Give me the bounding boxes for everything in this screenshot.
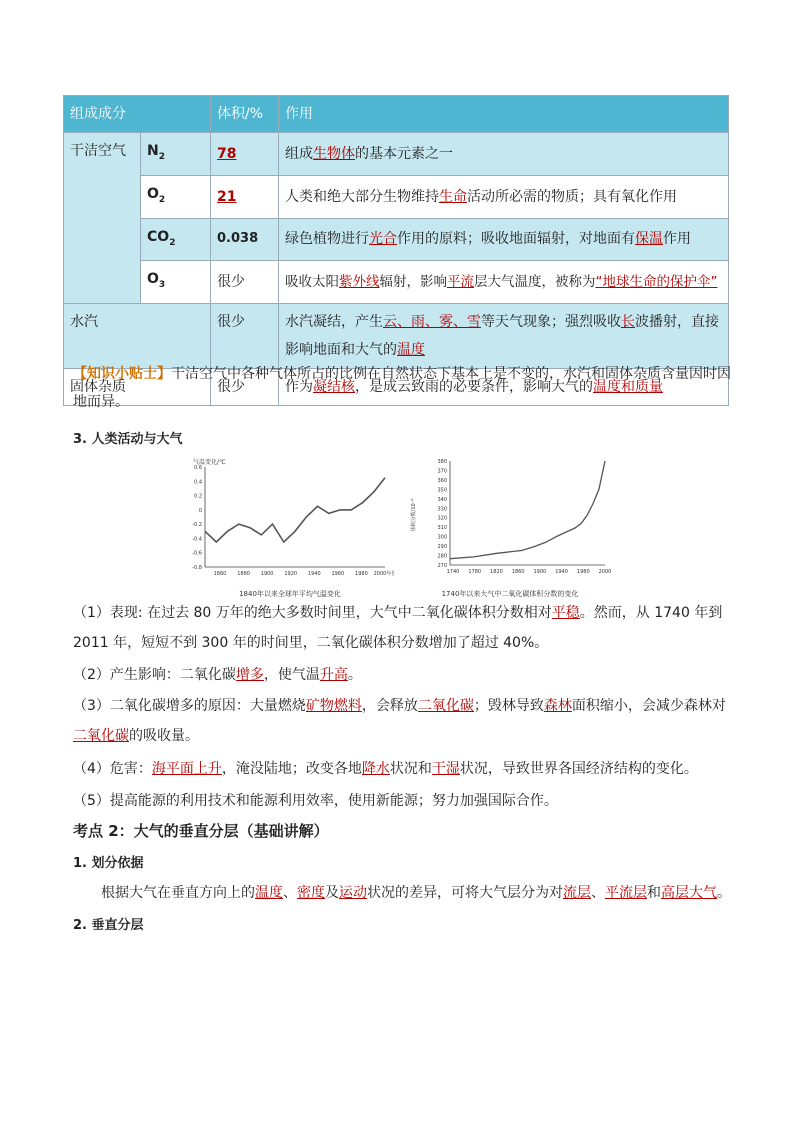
table-row: [64, 218, 729, 261]
x-tick-label: 1740: [446, 569, 460, 575]
y-tick-label: 330: [437, 506, 447, 513]
tip-text: 干洁空气中各种气体所占的比例在自然状态下基本上是不变的，水汽和固体杂质含量因时因地而异。: [73, 366, 731, 410]
table-row: [64, 175, 729, 218]
x-tick-label: 1780: [468, 569, 482, 575]
y-tick-label: 320: [437, 515, 447, 522]
function-text: 水汽凝结，产生云、雨、雾、雪等天气现象；强烈吸收长波播射，直接影响地面和大气的温度: [279, 304, 729, 369]
series-line: [450, 461, 605, 559]
group-solid-impurities: 固体杂质: [64, 369, 211, 406]
volume-value: 很少: [211, 261, 279, 304]
y-tick-label: -0.4: [192, 536, 202, 543]
gas-label: $O_3$: [141, 261, 211, 304]
y-tick-label: 310: [437, 525, 447, 532]
x-tick-label: 1960: [331, 571, 345, 577]
function-text: 绿色植物进行光合作用的原料；吸收地面辐射，对地面有保温作用: [279, 218, 729, 261]
chart-caption: 1740年以来大气中二氧化碳体积分数的变化: [441, 590, 579, 598]
y-tick-label: 0: [198, 507, 202, 514]
y-tick-label: -0.6: [192, 550, 202, 557]
x-tick-label: 1900: [260, 571, 274, 577]
y-tick-label: -0.2: [192, 522, 202, 529]
x-tick-label: 1860: [213, 571, 227, 577]
header-volume: 体积/%: [211, 96, 279, 133]
y-tick-label: 270: [437, 563, 447, 569]
temperature-chart: [185, 455, 395, 585]
y-tick-label: -0.8: [192, 565, 202, 571]
gas-label: $CO_2$: [141, 218, 211, 261]
header-function: 作用: [279, 96, 729, 133]
table-row: [64, 133, 729, 176]
y-tick-label: 380: [437, 459, 447, 465]
kaodian-2-title: 考点 2：大气的垂直分层（基础讲解）: [73, 822, 329, 840]
volume-value: 0.038: [211, 218, 279, 261]
y-tick-label: 0.4: [194, 479, 202, 486]
function-text: 作为凝结核，是成云致雨的必要条件，影响大气的温度和质量: [279, 369, 729, 406]
y-tick-label: 280: [437, 553, 447, 560]
y-tick-label: 350: [437, 487, 447, 494]
group-dry-air: 干洁空气: [64, 133, 141, 304]
x-tick-label: 1980: [576, 569, 590, 575]
function-text: 组成生物体的基本元素之一: [279, 133, 729, 176]
header-component: 组成成分: [64, 96, 211, 133]
y-tick-label: 360: [437, 477, 447, 484]
co2-chart-figure: [405, 455, 615, 599]
section-basis-title: 1. 划分依据: [73, 856, 144, 871]
y-tick-label: 370: [437, 468, 447, 475]
paragraph-causes: （3）二氧化碳增多的原因：大量燃烧矿物燃料，会释放二氧化碳；毁林导致森林面积缩小，会减少森林对二氧化碳的吸收量。: [73, 698, 726, 744]
section-layers-title: 2. 垂直分层: [73, 918, 144, 933]
x-tick-label: 1900: [533, 569, 547, 575]
y-tick-label: 290: [437, 544, 447, 551]
y-axis-label: 体积分数/10⁻⁶: [411, 498, 417, 532]
volume-value: 很少: [211, 369, 279, 406]
x-tick-label: 2000: [598, 569, 612, 575]
chart-caption: 1840年以来全球年平均气温变化: [239, 590, 341, 598]
y-tick-label: 340: [437, 496, 447, 503]
tip-tag: 【知识小贴士】: [73, 366, 171, 382]
paragraph-impact: （2）产生影响：二氧化碳增多，使气温升高。: [73, 667, 362, 683]
section-human-activity-title: 3. 人类活动与大气: [73, 432, 183, 447]
temperature-chart-figure: [185, 455, 395, 599]
x-tick-label: 1880: [237, 571, 250, 577]
volume-value: 很少: [211, 304, 279, 369]
group-water-vapor: 水汽: [64, 304, 211, 369]
paragraph-performance: （1）表现: 在过去 80 万年的绝大多数时间里，大气中二氧化碳体积分数相对平稳。然而，从 1740 年到 2011 年，短短不到 300 年的时间里，二氧化碳体积分数增加了超过 40%。: [73, 605, 723, 651]
series-line: [205, 478, 385, 542]
x-tick-label: 1940: [555, 569, 568, 575]
paragraph-hazards: （4）危害：海平面上升，淹没陆地；改变各地降水状况和干湿状况，导致世界各国经济结构的变化。: [73, 761, 698, 777]
knowledge-tip: [73, 360, 733, 416]
function-text: 人类和绝大部分生物维持生命活动所必需的物质；具有氧化作用: [279, 175, 729, 218]
y-axis-label: 气温变化/℃: [193, 459, 226, 466]
x-tick-label: 2000年份: [373, 571, 395, 577]
paragraph-basis: 根据大气在垂直方向上的温度、密度及运动状况的差异，可将大气层分为对流层、平流层和高层大气。: [101, 885, 731, 901]
x-tick-label: 1980: [355, 571, 368, 577]
x-tick-label: 1920: [284, 571, 298, 577]
gas-label: $O_2$: [141, 175, 211, 218]
co2-chart: [405, 455, 615, 585]
gas-label: $N_2$: [141, 133, 211, 176]
x-tick-label: 1860: [511, 569, 525, 575]
function-text: 吸收太阳紫外线辐射，影响平流层大气温度，被称为“地球生命的保护伞”: [279, 261, 729, 304]
table-row: [64, 261, 729, 304]
table-header-row: [64, 96, 729, 133]
volume-value: 21: [211, 175, 279, 218]
y-tick-label: 0.6: [194, 465, 202, 471]
x-tick-label: 1940: [307, 571, 321, 577]
volume-value: 78: [211, 133, 279, 176]
y-tick-label: 300: [437, 534, 447, 541]
paragraph-measures: （5）提高能源的利用技术和能源利用效率，使用新能源；努力加强国际合作。: [73, 793, 558, 809]
table-row: [64, 304, 729, 369]
y-tick-label: 0.2: [194, 493, 202, 500]
x-tick-label: 1820: [490, 569, 503, 575]
